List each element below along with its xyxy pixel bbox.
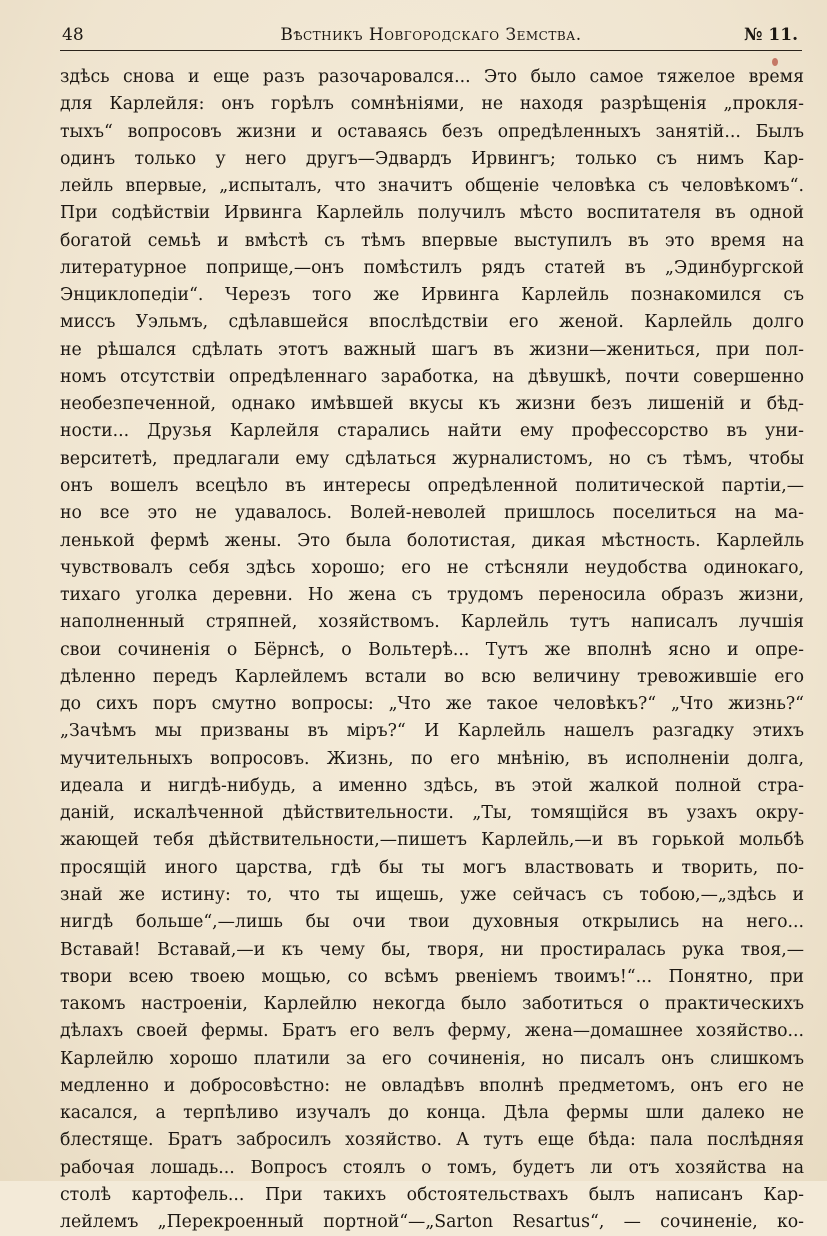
text-line: миссъ Уэльмъ, сдѣлавшейся впослѣдствіи его женой. Карлейль долго: [60, 312, 804, 333]
text-line: лейлемъ „Перекроенный портной“—„Sartоn Resartus“, — сочиненіе, ко-: [60, 1212, 804, 1233]
text-line: знай же истину: то, что ты ищешь, уже сейчасъ съ тобою,—„здѣсь и: [60, 884, 804, 905]
text-line: но все это не удавалось. Волей-неволей пришлось поселиться на ма-: [60, 503, 804, 524]
text-line: свои сочиненія о Бёрнсѣ, о Вольтерѣ... Тутъ же вполнѣ ясно и опре-: [60, 639, 804, 660]
text-line: идеала и нигдѣ-нибудь, а именно здѣсь, въ этой жалкой полной стра-: [60, 775, 804, 796]
text-line: просящій иного царства, гдѣ бы ты могъ властвовать и творить, по-: [60, 857, 804, 878]
body-text: [60, 64, 804, 1236]
text-line: даній, искалѣченной дѣйствительности. „Ты, томящійся въ узахъ окру-: [60, 803, 804, 824]
issue-number: № 11.: [744, 25, 798, 45]
text-line: необезпеченной, однако имѣвшей вкусы къ жизни безъ лишеній и бѣд-: [60, 394, 804, 415]
text-line: одинъ только у него другъ—Эдвардъ Ирвингъ; только съ нимъ Кар-: [60, 148, 804, 169]
text-line: медленно и добросовѣстно: не овладѣвъ вполнѣ предметомъ, онъ его не: [60, 1075, 804, 1096]
text-line: не рѣшался сдѣлать этотъ важный шагъ въ жизни—жениться, при пол-: [60, 339, 804, 360]
text-line: „Зачѣмъ мы призваны въ міръ?“ И Карлейль нашелъ разгадку этихъ: [60, 721, 804, 742]
text-line: мучительныхъ вопросовъ. Жизнь, по его мнѣнію, въ исполненіи долга,: [60, 748, 804, 769]
text-line: чувствовалъ себя здѣсь хорошо; его не стѣсняли неудобства одинокаго,: [60, 557, 804, 578]
text-line: ленькой фермѣ жены. Это была болотистая, дикая мѣстность. Карлейль: [60, 530, 804, 551]
running-header: [60, 22, 802, 51]
text-line: богатой семьѣ и вмѣстѣ съ тѣмъ впервые выступилъ въ это время на: [60, 230, 804, 251]
text-line: твори всею твоею мощью, со всѣмъ рвеніемъ твоимъ!“... Понятно, при: [60, 966, 804, 987]
text-line: жающей тебя дѣйствительности,—пишетъ Карлейль,—и въ горькой мольбѣ: [60, 830, 804, 851]
text-line: Карлейлю хорошо платили за его сочиненія, но писалъ онъ слишкомъ: [60, 1048, 804, 1069]
text-line: Энциклопедіи“. Черезъ того же Ирвинга Карлейль познакомился съ: [60, 285, 804, 306]
text-line: дѣленно передъ Карлейлемъ встали во всю величину тревожившіе его: [60, 666, 804, 687]
text-line: тихаго уголка деревни. Но жена съ трудомъ переносила образъ жизни,: [60, 585, 804, 606]
text-line: лейль впервые, „испыталъ, что значитъ общеніе человѣка съ человѣкомъ“.: [60, 176, 804, 197]
text-line: рабочая лошадь... Вопросъ стоялъ о томъ, будетъ ли отъ хозяйства на: [60, 1157, 804, 1178]
text-line: тыхъ“ вопросовъ жизни и оставаясь безъ опредѣленныхъ занятій... Былъ: [60, 121, 804, 142]
text-line: касался, а терпѣливо изучалъ до конца. Дѣла фермы шли далеко не: [60, 1103, 804, 1124]
text-line: онъ вошелъ всецѣло въ интересы опредѣленной политической партіи,—: [60, 475, 804, 496]
text-line: При содѣйствіи Ирвинга Карлейль получилъ мѣсто воспитателя въ одной: [60, 203, 804, 224]
text-line: здѣсь снова и еще разъ разочаровался... Это было самое тяжелое время: [60, 67, 804, 87]
text-line: блестяще. Братъ забросилъ хозяйство. А тутъ еще бѣда: пала послѣдняя: [60, 1130, 804, 1151]
text-line: такомъ настроеніи, Карлейлю некогда было заботиться о практическихъ: [60, 994, 804, 1015]
text-line: номъ отсутствіи опредѣленнаго заработка, на дѣвушкѣ, почти совершенно: [60, 366, 804, 387]
text-line: литературное поприще,—онъ помѣстилъ рядъ статей въ „Эдинбургской: [60, 257, 804, 278]
text-line: до сихъ поръ смутно вопросы: „Что же такое человѣкъ?“ „Что жизнь?“: [60, 694, 804, 715]
journal-title: Вѣстникъ Новгородскаго Земства.: [280, 25, 582, 45]
text-line: дѣлахъ своей фермы. Братъ его велъ ферму, жена—домашнее хозяйство...: [60, 1021, 804, 1042]
text-line: наполненный стряпней, хозяйствомъ. Карлейль тутъ написалъ лучшія: [60, 612, 804, 633]
text-line: ности... Друзья Карлейля старались найти ему профессорство въ уни-: [60, 421, 804, 442]
text-line: Вставай! Вставай,—и къ чему бы, творя, ни простиралась рука твоя,—: [60, 939, 804, 960]
text-line: верситетѣ, предлагали ему сдѣлаться журналистомъ, но съ тѣмъ, чтобы: [60, 448, 804, 469]
page-number: 48: [62, 25, 84, 45]
text-line: нигдѣ больше“,—лишь бы очи твои духовныя открылись на него...: [60, 912, 804, 933]
text-line: для Карлейля: онъ горѣлъ сомнѣніями, не находя разрѣщенія „прокля-: [60, 94, 804, 115]
text-line: столѣ картофель... При такихъ обстоятельствахъ былъ написанъ Кар-: [60, 1184, 804, 1205]
